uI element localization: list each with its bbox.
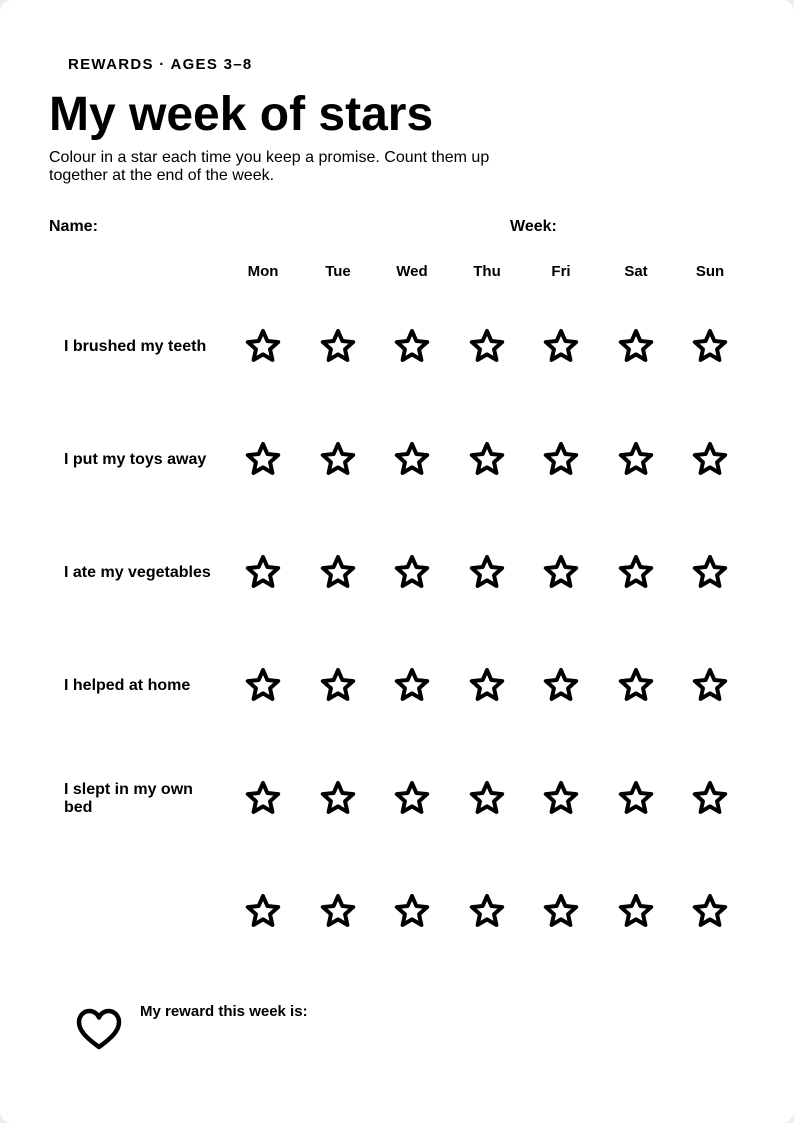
day-header-sun: Sun xyxy=(695,263,725,280)
habit-label: I put my toys away xyxy=(64,451,207,468)
intro-text: Colour in a star each time you keep a promise. Count them up together at the end of the week. xyxy=(49,149,490,184)
star-icon[interactable] xyxy=(616,666,656,706)
habit-label: I ate my vegetables xyxy=(64,564,211,581)
star-icon[interactable] xyxy=(690,553,730,593)
star-icon[interactable] xyxy=(690,779,730,819)
habit-label: I brushed my teeth xyxy=(64,338,207,355)
day-header-wed: Wed xyxy=(396,263,428,280)
star-icon[interactable] xyxy=(541,440,581,480)
day-header-fri: Fri xyxy=(551,263,571,280)
heart-icon xyxy=(75,1006,123,1054)
star-icon[interactable] xyxy=(690,440,730,480)
star-icon[interactable] xyxy=(392,779,432,819)
star-icon[interactable] xyxy=(690,327,730,367)
star-icon[interactable] xyxy=(467,440,507,480)
eyebrow-label: REWARDS · AGES 3–8 xyxy=(68,56,253,73)
day-header-tue: Tue xyxy=(325,263,351,280)
star-icon[interactable] xyxy=(318,779,358,819)
star-icon[interactable] xyxy=(318,666,358,706)
habit-label: I helped at home xyxy=(64,677,191,694)
day-header-mon: Mon xyxy=(247,263,279,280)
star-icon[interactable] xyxy=(318,327,358,367)
star-icon[interactable] xyxy=(243,779,283,819)
star-icon[interactable] xyxy=(392,440,432,480)
star-icon[interactable] xyxy=(318,440,358,480)
star-icon[interactable] xyxy=(318,892,358,932)
star-icon[interactable] xyxy=(467,892,507,932)
name-label: Name: xyxy=(49,218,98,235)
habit-label: I slept in my own bed xyxy=(64,781,193,816)
star-icon[interactable] xyxy=(690,892,730,932)
page-title: My week of stars xyxy=(49,88,434,141)
star-icon[interactable] xyxy=(616,327,656,367)
star-icon[interactable] xyxy=(243,666,283,706)
day-header-sat: Sat xyxy=(624,263,648,280)
star-icon[interactable] xyxy=(318,553,358,593)
star-icon[interactable] xyxy=(616,553,656,593)
star-icon[interactable] xyxy=(616,779,656,819)
star-icon[interactable] xyxy=(392,553,432,593)
reward-label: My reward this week is: xyxy=(140,1003,308,1020)
star-icon[interactable] xyxy=(541,892,581,932)
star-icon[interactable] xyxy=(467,779,507,819)
star-icon[interactable] xyxy=(392,892,432,932)
star-icon[interactable] xyxy=(392,327,432,367)
star-icon[interactable] xyxy=(243,892,283,932)
star-icon[interactable] xyxy=(467,666,507,706)
week-label: Week: xyxy=(510,218,557,235)
star-icon[interactable] xyxy=(541,779,581,819)
day-header-thu: Thu xyxy=(473,263,501,280)
star-icon[interactable] xyxy=(541,666,581,706)
star-icon[interactable] xyxy=(541,553,581,593)
star-icon[interactable] xyxy=(690,666,730,706)
star-icon[interactable] xyxy=(243,553,283,593)
star-icon[interactable] xyxy=(243,327,283,367)
star-icon[interactable] xyxy=(467,327,507,367)
star-icon[interactable] xyxy=(541,327,581,367)
star-icon[interactable] xyxy=(467,553,507,593)
star-icon[interactable] xyxy=(392,666,432,706)
star-icon[interactable] xyxy=(616,892,656,932)
star-icon[interactable] xyxy=(616,440,656,480)
star-icon[interactable] xyxy=(243,440,283,480)
